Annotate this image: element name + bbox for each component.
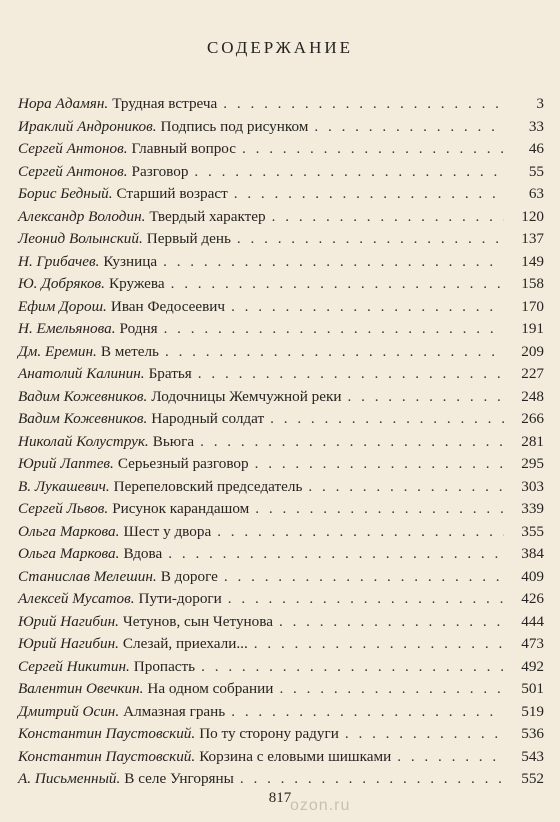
toc-page-number: 63 bbox=[528, 185, 544, 202]
toc-leader-dots bbox=[240, 768, 504, 791]
toc-title: Кружева bbox=[108, 275, 165, 292]
toc-page-number: 303 bbox=[521, 477, 544, 495]
toc-title: Рисунок карандашом bbox=[112, 500, 250, 517]
toc-leader-dots bbox=[348, 386, 505, 409]
toc-entry bbox=[18, 251, 544, 274]
toc-leader-dots bbox=[231, 701, 504, 724]
toc-page-number: 158 bbox=[521, 275, 544, 292]
toc-entry bbox=[18, 363, 544, 386]
toc-author: Ольга Маркова. bbox=[18, 545, 120, 562]
toc-title: Пропасть bbox=[133, 657, 196, 675]
toc-title: Шест у двора bbox=[123, 522, 212, 540]
toc-leader-dots bbox=[234, 183, 504, 206]
toc-author: Алексей Мусатов. bbox=[18, 590, 135, 607]
toc-entry bbox=[18, 678, 544, 701]
toc-title: По ту сторону радуги bbox=[199, 725, 339, 742]
toc-title: Вдова bbox=[123, 545, 163, 562]
toc-page-number: 137 bbox=[521, 230, 544, 247]
toc-entry bbox=[18, 408, 544, 431]
toc-entry bbox=[18, 138, 544, 161]
toc-page-number: 492 bbox=[521, 657, 544, 675]
toc-author: Константин Паустовский. bbox=[18, 747, 196, 765]
toc-entry bbox=[18, 161, 544, 184]
toc-author: Сергей Никитин. bbox=[18, 657, 130, 675]
toc-page-number: 501 bbox=[521, 680, 544, 697]
toc-title: Разговор bbox=[131, 162, 189, 180]
toc-page-number: 281 bbox=[521, 432, 544, 450]
toc-page-number: 444 bbox=[521, 612, 544, 630]
toc-leader-dots bbox=[201, 656, 504, 679]
toc-title: На одном собрании bbox=[147, 680, 274, 697]
toc-page-number: 355 bbox=[521, 522, 544, 540]
toc-author: Нора Адамян. bbox=[18, 95, 109, 112]
toc-author: Константин Паустовский. bbox=[18, 725, 196, 742]
toc-author: Александр Володин. bbox=[18, 207, 146, 225]
toc-page-number: 191 bbox=[521, 320, 544, 337]
toc-title: В селе Унгоряны bbox=[124, 770, 234, 787]
toc-author: Юрий Лаптев. bbox=[18, 455, 114, 472]
toc-title: Старший возраст bbox=[116, 185, 228, 202]
toc-leader-dots bbox=[279, 611, 504, 634]
toc-entry bbox=[18, 296, 544, 319]
toc-title: Четунов, сын Четунова bbox=[122, 612, 273, 630]
toc-title: Алмазная грань bbox=[123, 702, 226, 720]
toc-entry bbox=[18, 318, 544, 341]
toc-leader-dots bbox=[231, 296, 504, 319]
toc-leader-dots bbox=[255, 498, 504, 521]
toc-page-number: 409 bbox=[521, 567, 544, 585]
toc-title: В метель bbox=[100, 342, 159, 360]
toc-page-number: 473 bbox=[521, 635, 544, 652]
toc-author: А. Письменный. bbox=[18, 770, 121, 787]
toc-leader-dots bbox=[217, 521, 504, 544]
toc-author: Вадим Кожевников. bbox=[18, 410, 148, 427]
toc-entry bbox=[18, 543, 544, 566]
toc-entry bbox=[18, 228, 544, 251]
toc-page-number: 536 bbox=[521, 725, 544, 742]
toc-page-number: 33 bbox=[528, 117, 544, 135]
toc-leader-dots bbox=[255, 453, 504, 476]
toc-author: Н. Грибачев. bbox=[18, 252, 100, 270]
toc-title: Перепеловский председатель bbox=[113, 477, 303, 495]
toc-leader-dots bbox=[397, 746, 504, 769]
toc-author: Николай Колуструк. bbox=[18, 432, 149, 450]
toc-page-number: 426 bbox=[521, 590, 544, 607]
toc-author: Сергей Львов. bbox=[18, 500, 109, 517]
toc-page-number: 227 bbox=[521, 365, 544, 382]
toc-entry bbox=[18, 431, 544, 454]
toc-author: Вадим Кожевников. bbox=[18, 387, 148, 405]
page-number: 817 bbox=[268, 790, 292, 806]
toc-entry bbox=[18, 453, 544, 476]
toc-entry bbox=[18, 566, 544, 589]
toc-page-number: 295 bbox=[521, 455, 544, 472]
toc-leader-dots bbox=[164, 318, 504, 341]
toc-author: Юрий Нагибин. bbox=[18, 635, 119, 652]
toc-page-number: 384 bbox=[521, 545, 544, 562]
toc-author: Станислав Мелешин. bbox=[18, 567, 157, 585]
toc-title: Братья bbox=[148, 365, 192, 382]
toc-page-number: 339 bbox=[521, 500, 544, 517]
toc-page-number: 55 bbox=[528, 162, 544, 180]
toc-title: Твердый характер bbox=[149, 207, 266, 225]
toc-entry bbox=[18, 341, 544, 364]
toc-title: Родня bbox=[119, 320, 158, 337]
toc-leader-dots bbox=[242, 138, 504, 161]
toc-author: В. Лукашевич. bbox=[18, 477, 110, 495]
toc-page-number: 552 bbox=[521, 770, 544, 787]
toc-entry bbox=[18, 206, 544, 229]
toc-leader-dots bbox=[254, 633, 504, 656]
watermark: ozon.ru bbox=[290, 797, 351, 814]
toc-author: Валентин Овечкин. bbox=[18, 680, 144, 697]
toc-page-number: 3 bbox=[536, 95, 544, 112]
toc-entry bbox=[18, 476, 544, 499]
toc-leader-dots bbox=[224, 566, 504, 589]
toc-page-number: 120 bbox=[521, 207, 544, 225]
toc-leader-dots bbox=[314, 116, 504, 139]
toc-leader-dots bbox=[272, 206, 504, 229]
toc-author: Ю. Добряков. bbox=[18, 275, 105, 292]
toc-title: Пути-дороги bbox=[138, 590, 222, 607]
toc-leader-dots bbox=[223, 93, 504, 116]
toc-entry bbox=[18, 656, 544, 679]
toc-entry bbox=[18, 633, 544, 656]
toc-title: В дороге bbox=[160, 567, 218, 585]
toc-title: Народный солдат bbox=[151, 410, 265, 427]
toc-page-number: 46 bbox=[528, 140, 544, 157]
toc-title: Вьюга bbox=[152, 432, 195, 450]
toc-entry bbox=[18, 701, 544, 724]
toc-author: Сергей Антонов. bbox=[18, 140, 128, 157]
toc-entry bbox=[18, 93, 544, 116]
toc-entry bbox=[18, 183, 544, 206]
toc-author: Ольга Маркова. bbox=[18, 522, 120, 540]
toc-author: Леонид Волынский. bbox=[18, 230, 143, 247]
toc-leader-dots bbox=[228, 588, 504, 611]
toc-title: Корзина с еловыми шишками bbox=[199, 747, 392, 765]
toc-page-number: 170 bbox=[521, 297, 544, 315]
toc-title: Слезай, приехали... bbox=[122, 635, 248, 652]
toc-author: Н. Емельянова. bbox=[18, 320, 116, 337]
toc-leader-dots bbox=[171, 273, 504, 296]
toc-page-number: 149 bbox=[521, 252, 544, 270]
toc-leader-dots bbox=[279, 678, 504, 701]
toc-leader-dots bbox=[168, 543, 504, 566]
toc-entry bbox=[18, 386, 544, 409]
toc-author: Ефим Дорош. bbox=[18, 297, 107, 315]
toc-leader-dots bbox=[194, 161, 504, 184]
toc-author: Ираклий Андроников. bbox=[18, 117, 157, 135]
toc-entry bbox=[18, 498, 544, 521]
toc-leader-dots bbox=[308, 476, 504, 499]
page-title: СОДЕРЖАНИЕ bbox=[206, 38, 354, 57]
toc-title: Серьезный разговор bbox=[117, 455, 249, 472]
toc-entry bbox=[18, 116, 544, 139]
toc-author: Дм. Еремин. bbox=[18, 342, 97, 360]
toc-title: Иван Федосеевич bbox=[110, 297, 226, 315]
toc-page-number: 543 bbox=[521, 747, 544, 765]
toc-author: Анатолий Калинин. bbox=[18, 365, 145, 382]
toc-entry bbox=[18, 746, 544, 769]
toc-author: Борис Бедный. bbox=[18, 185, 113, 202]
toc-page-number: 519 bbox=[521, 702, 544, 720]
toc-leader-dots bbox=[198, 363, 504, 386]
toc-title: Подпись под рисунком bbox=[160, 117, 309, 135]
toc-leader-dots bbox=[163, 251, 504, 274]
toc-entry bbox=[18, 273, 544, 296]
toc-page-number: 248 bbox=[521, 387, 544, 405]
toc-entry bbox=[18, 723, 544, 746]
toc-page-number: 266 bbox=[521, 410, 544, 427]
toc-page-number: 209 bbox=[521, 342, 544, 360]
toc-author: Сергей Антонов. bbox=[18, 162, 128, 180]
toc-leader-dots bbox=[165, 341, 504, 364]
toc-entry bbox=[18, 588, 544, 611]
toc-entry bbox=[18, 768, 544, 791]
toc-leader-dots bbox=[270, 408, 504, 431]
toc-leader-dots bbox=[200, 431, 504, 454]
toc-author: Юрий Нагибин. bbox=[18, 612, 119, 630]
toc-title: Лодочницы Жемчужной реки bbox=[151, 387, 342, 405]
toc-leader-dots bbox=[345, 723, 504, 746]
table-of-contents bbox=[18, 93, 544, 791]
toc-leader-dots bbox=[237, 228, 504, 251]
toc-title: Главный вопрос bbox=[131, 140, 237, 157]
toc-entry bbox=[18, 611, 544, 634]
toc-title: Кузница bbox=[103, 252, 158, 270]
toc-author: Дмитрий Осин. bbox=[18, 702, 120, 720]
toc-title: Трудная встреча bbox=[112, 95, 218, 112]
toc-title: Первый день bbox=[146, 230, 231, 247]
toc-entry bbox=[18, 521, 544, 544]
